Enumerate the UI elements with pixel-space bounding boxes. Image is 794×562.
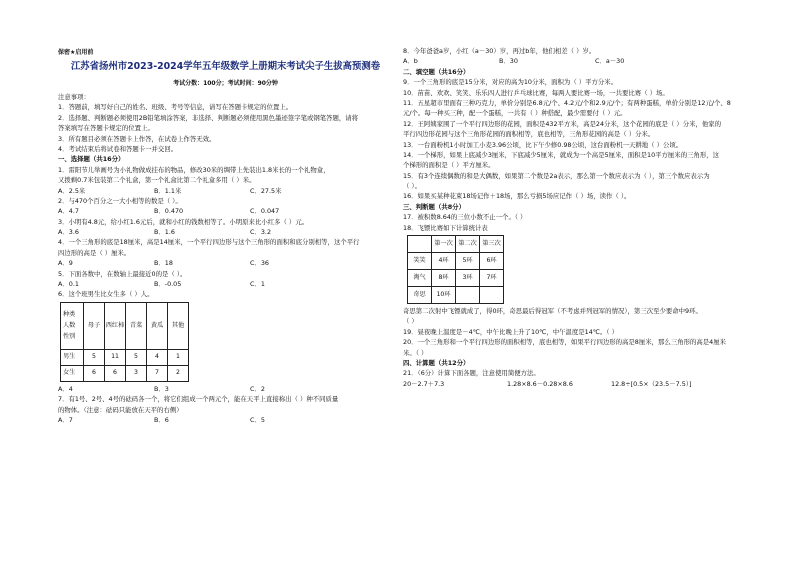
- column-header: 第三次: [480, 236, 504, 253]
- table-cell: 4环: [432, 253, 456, 270]
- question-6: 6．这个班男生比女生多（ ）人。: [58, 290, 154, 299]
- question-8: 8．今年爸爸a岁，小红（a－30）岁，再过b年，他们相差（ ）岁。: [403, 47, 596, 55]
- table-cell: 10环: [432, 287, 456, 304]
- option-a: A．9: [58, 259, 73, 268]
- section-heading-fill: 二、填空题（共16分）: [403, 67, 470, 76]
- question-1-options: [58, 186, 393, 196]
- note-item: 4．考试结束后将试卷和答题卡一并交回。: [58, 144, 178, 153]
- table-cell: 2: [168, 365, 189, 381]
- option-b: B．-0.05: [154, 280, 182, 289]
- question-16: 16．如果买某种花束18场记作＋18场，那么亏损5场应记作（ ）场，读作（ ）。: [403, 192, 631, 201]
- darts-table: [407, 235, 504, 304]
- table-row: [408, 287, 504, 304]
- option-c: C．5: [250, 415, 265, 424]
- option-a: A．4.7: [58, 207, 79, 216]
- table-cell: 5环: [456, 253, 480, 270]
- question-13: 13．一台面粉机1小时加工小麦3.96公顷，比下午少修0.98公顷，这台面粉机一天耕地（ ）公顷。: [403, 140, 683, 149]
- option-c: C．a－30: [595, 57, 625, 66]
- question-7: 7．有1号、2号、4号的砝码各一个，将它们组成一个两元个，能在天平上直接称出（ ）种不同质量: [58, 395, 339, 404]
- question-20: 20．一个三角形和一个平行四边形的面积相等，底也相等，如果平行四边形的高是8厘米，那么三角形的高是4厘米: [403, 338, 727, 347]
- corner-kind: 种类: [63, 311, 76, 319]
- note-item: 1．答题前，填写好自己的姓名、班级、考号等信息，请写在答题卡规定的位置上。: [58, 103, 293, 112]
- row-label: 女生: [61, 365, 84, 381]
- question-4-options: [58, 258, 393, 268]
- table-cell: 淘气: [408, 270, 432, 287]
- table-cell: 7: [147, 365, 168, 381]
- question-19: 19．昼夜晚上温度是－4℃，中午比晚上升了10℃，中午温度是14℃。（ ）: [403, 327, 618, 336]
- option-a: A．2.5米: [58, 186, 86, 195]
- table-row: [61, 349, 189, 365]
- question-4: 4．一个三角形的底是18厘米，高是14厘米，一个平行四边形与这个三角形的面积和底分别相等，这个平行: [58, 238, 360, 247]
- corner-count: 人数: [63, 322, 76, 330]
- question-9: 9．一个三角形的底是15分米，对应的高为10分米，面积为（ ）平方分米。: [403, 78, 618, 87]
- table-cell: 6环: [480, 253, 504, 270]
- question-21: 21．（6分）计算下面各题，注意使用简便方法。: [403, 369, 540, 378]
- option-b: B．0.470: [154, 207, 184, 216]
- notes-heading: 注意事项：: [58, 93, 90, 101]
- option-a: A．b: [403, 57, 418, 66]
- column-header: 第一次: [432, 236, 456, 253]
- table-cell: 7环: [480, 270, 504, 287]
- option-b: B．30: [499, 57, 518, 66]
- question-2: 2．与470个百分之一大小相等的数是（ ）。: [58, 196, 182, 205]
- corner-gender: 性别: [63, 333, 76, 341]
- table-row: [408, 270, 504, 287]
- column-header: 其他: [168, 302, 189, 349]
- option-b: B．1.1米: [154, 186, 182, 195]
- note-item: 3．所有题目必须在答题卡上作答，在试卷上作答无效。: [58, 134, 216, 143]
- table-cell: 笑笑: [408, 253, 432, 270]
- table-row: [61, 365, 189, 381]
- table-cell: 8环: [432, 270, 456, 287]
- question-17: 17．被积数8.64的三位小数不止一个。（ ）: [403, 213, 527, 222]
- question-20-cont: 米。（ ）: [403, 348, 428, 357]
- right-column: [403, 46, 743, 389]
- column-header: 黄瓜: [147, 302, 168, 349]
- column-header: 西红柿: [105, 302, 126, 349]
- calc-expression: 12.8÷[0.5×（23.5－7.5）]: [611, 379, 692, 388]
- option-b: B．6: [154, 415, 169, 424]
- table-cell: 4: [147, 349, 168, 365]
- option-a: A．3.6: [58, 228, 79, 237]
- left-column: [58, 92, 393, 425]
- option-b: B．18: [154, 259, 173, 268]
- option-a: A．7: [58, 415, 73, 424]
- table-cell: 奇思: [408, 287, 432, 304]
- calc-expression: 1.28×8.6－0.28×8.6: [507, 379, 573, 388]
- question-18: 18．飞镖比赛如下计算统计表: [403, 223, 488, 232]
- exam-subtitle: 考试分数：100分；考试时间：90分钟: [173, 80, 278, 87]
- question-3-options: [58, 227, 393, 237]
- option-b: B．1.6: [154, 228, 175, 237]
- question-1: 1．雷阳节儿举画号为小礼物做成挂布的物品，修改30米的绸带上先装出1.8米长的一个礼物盒，: [58, 165, 330, 174]
- question-3: 3．小明有4.8元，给小红1.6元后，就和小红的钱数相等了。小明原来比小红多（ ）元。: [58, 217, 309, 226]
- question-18-text: 奇思第二次射中飞镖就成了，得0环，奇思最后得冠军（不考虑并列冠军的情况），第三次至少要命中9环。: [403, 307, 702, 316]
- confidential-label: 保密★启用前: [58, 49, 94, 56]
- question-15: 15．有3个连续偶数的和是大偶数，如果第二个数是2a表示，那么第一个数应表示为（ ），第三个数应表示为: [403, 171, 710, 180]
- question-6-options: [58, 384, 393, 394]
- table-cell: 6: [105, 365, 126, 381]
- question-1-cont: 又拨剩0.7米包装第二个礼盒，第一个礼盒比第二个礼盒多用（ ）米。: [58, 176, 256, 185]
- section-heading-calc: 四、计算题（共12分）: [403, 358, 470, 367]
- question-15-cont: （ ）。: [403, 182, 422, 191]
- table-cell: 1: [168, 349, 189, 365]
- option-c: C．1: [250, 280, 265, 289]
- section-heading-choice: 一、选择题（共16分）: [58, 155, 125, 164]
- table-cell: 6: [84, 365, 105, 381]
- row-label: 男生: [61, 349, 84, 365]
- exam-title: 江苏省扬州市2023-2024学年五年级数学上册期末考试尖子生拔高预测卷: [70, 61, 381, 72]
- table-cell: [480, 287, 504, 304]
- section-heading-judge: 三、判断题（共8分）: [403, 202, 465, 211]
- column-header: [408, 236, 432, 253]
- column-header: 青菜: [126, 302, 147, 349]
- option-a: A．0.1: [58, 280, 79, 289]
- table-cell: 11: [105, 349, 126, 365]
- note-item: 2．选择题、判断题必须使用2B铅笔填涂答案，非选择、判断题必须使用黑色墨迹签字笔或钢笔答题，请将: [58, 113, 359, 122]
- note-item: 答案填写在答题卡规定的位置上。: [58, 124, 154, 133]
- table-header-row: [408, 236, 504, 253]
- vegetable-table: [60, 302, 189, 382]
- question-4-cont: 四边形的高是（ ）厘米。: [58, 248, 131, 257]
- question-12-cont: 平行四边形花园与这个三角形花园的面积相等，底也相等，三角形花园的高是（ ）分米。: [403, 130, 655, 139]
- table-row: [408, 253, 504, 270]
- table-cell: [456, 287, 480, 304]
- question-5: 5．下面各数中，在数轴上最接近0的是（ ）。: [58, 269, 187, 278]
- question-14-cont: 个梯形的面积是（ ）平方厘米。: [403, 161, 495, 170]
- question-14: 14．一个梯形，如果上底减少3厘米，下底减少5厘米，就成为一个高是5厘米，面积是10平方厘米的三角形，这: [403, 150, 720, 159]
- column-header: 母子: [84, 302, 105, 349]
- question-8-options: [403, 56, 743, 66]
- table-cell: 5: [84, 349, 105, 365]
- question-10: 10．苗苗、欢欢、笑笑、乐乐四人进行乒乓球比赛，每两人要比赛一场，一共要比赛（ ）场。: [403, 88, 669, 97]
- calc-expressions: [403, 379, 743, 389]
- option-c: C．3.2: [250, 228, 272, 237]
- question-2-options: [58, 206, 393, 216]
- table-cell: 3环: [456, 270, 480, 287]
- option-c: C．36: [250, 259, 269, 268]
- table-cell: 5: [126, 349, 147, 365]
- option-b: B．3: [154, 384, 169, 393]
- option-c: C．2: [250, 384, 265, 393]
- question-12: 12．王阿姨家围了一个平行四边形的花园，面积是432平方米，高是24分米，这个花园的底是（ ）分米，他家的: [403, 119, 722, 128]
- question-7-cont: 的物体。（注意：砝码只能放在天平的右侧）: [58, 405, 183, 414]
- question-11-cont: 元/个。每一种买三种，配一个蛋糕，一共有（ ）种搭配，最少需要付（ ）元。: [403, 109, 627, 118]
- table-corner: [61, 302, 84, 349]
- option-c: C．0.047: [250, 207, 280, 216]
- question-11: 11．五星超市里面有三种巧克力，单价分别是6.8元/个、4.2元/个和2.9元/个；有两种蛋糕，单价分别是12元/个、8: [403, 98, 731, 107]
- question-7-options: [58, 415, 393, 425]
- calc-expression: 20－2.7＋7.3: [403, 379, 445, 388]
- column-header: 第二次: [456, 236, 480, 253]
- question-18-answer: （ ）: [403, 317, 418, 326]
- option-a: A．4: [58, 384, 73, 393]
- question-5-options: [58, 279, 393, 289]
- option-c: C．27.5米: [250, 186, 282, 195]
- table-cell: 3: [126, 365, 147, 381]
